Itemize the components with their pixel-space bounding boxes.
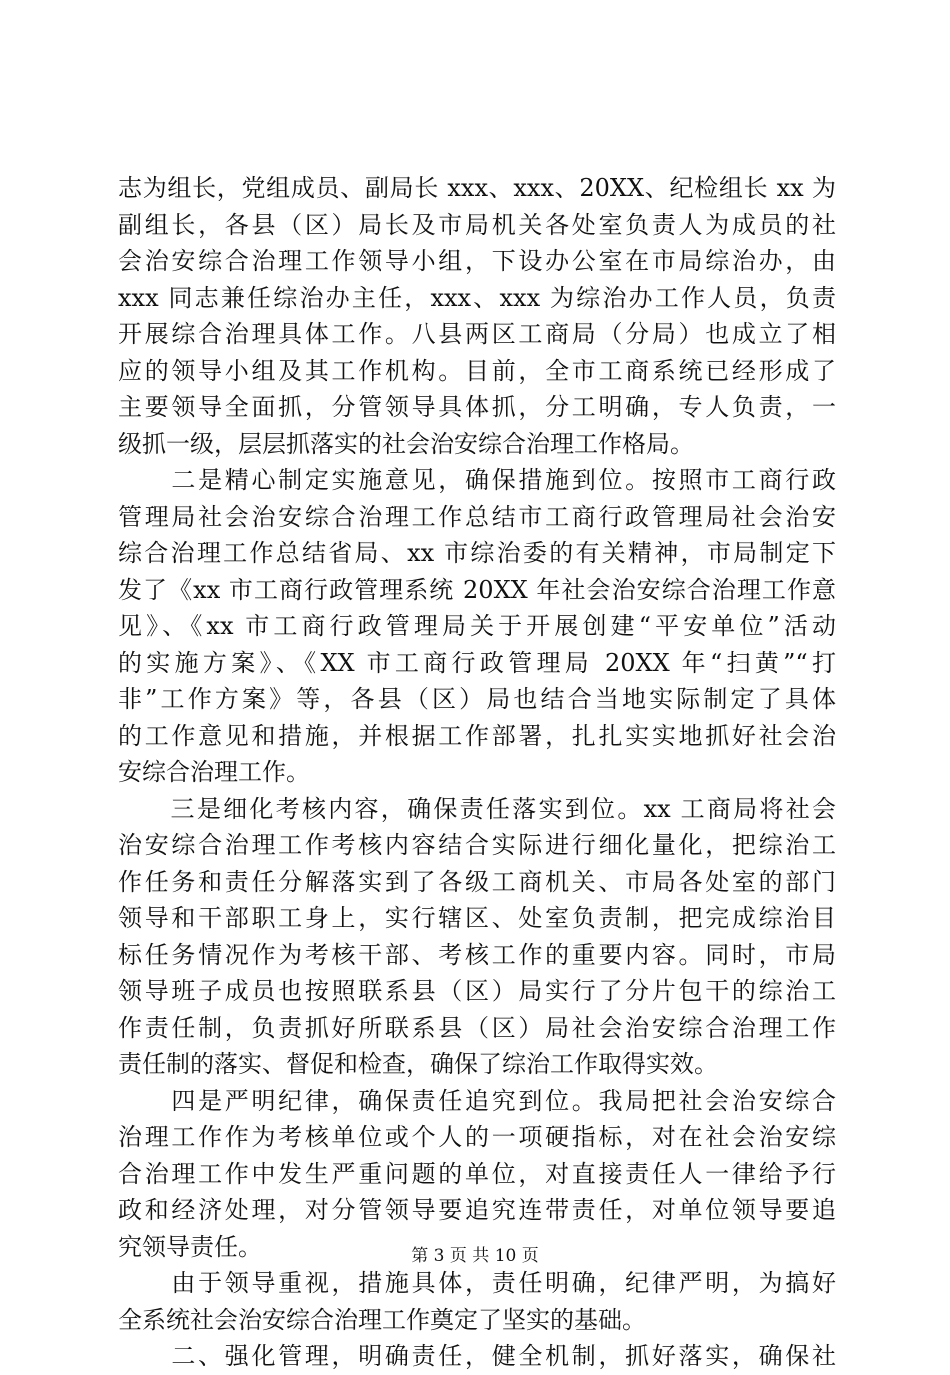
page-footer: 第 3 页 共 10 页 — [411, 1246, 539, 1266]
body-line: 作任务和责任分解落实到了各级工商机关、市局各处室的部门 — [118, 867, 836, 896]
body-line: 二是精心制定实施意见，确保措施到位。按照市工商行政 — [118, 466, 836, 494]
body-line: 见》、《xx 市工商行政管理局关于开展创建“平安单位”活动 — [118, 612, 836, 640]
body-line: 安综合治理工作。 — [118, 758, 310, 786]
body-line: 责任制的落实、督促和检查，确保了综治工作取得实效。 — [118, 1050, 718, 1078]
body-line: 志为组长，党组成员、副局长 xxx、xxx、20XX、纪检组长 xx 为 — [118, 174, 836, 202]
body-line: 合治理工作中发生严重问题的单位，对直接责任人一律给予行 — [118, 1159, 836, 1188]
body-line: 综合治理工作总结省局、xx 市综治委的有关精神，市局制定下 — [118, 539, 836, 567]
body-line: 发了《xx 市工商行政管理系统 20XX 年社会治安综合治理工作意 — [118, 575, 836, 604]
body-line: 的工作意见和措施，并根据工作部署，扎扎实实地抓好社会治 — [118, 721, 836, 750]
body-line: 四是严明纪律，确保责任追究到位。我局把社会治安综合 — [118, 1086, 836, 1115]
body-line: 三是细化考核内容，确保责任落实到位。xx 工商局将社会 — [118, 794, 836, 823]
body-line: xxx 同志兼任综治办主任，xxx、xxx 为综治办工作人员，负责 — [118, 283, 836, 312]
body-line: 非”工作方案》等，各县（区）局也结合当地实际制定了具体 — [118, 685, 836, 713]
body-line: 由于领导重视，措施具体，责任明确，纪律严明，为搞好 — [118, 1269, 836, 1297]
document-body — [118, 170, 836, 1375]
body-line: 会治安综合治理工作领导小组，下设办公室在市局综治办，由 — [118, 247, 836, 275]
body-line: 管理局社会治安综合治理工作总结市工商行政管理局社会治安 — [118, 502, 836, 531]
body-line: 应的领导小组及其工作机构。目前，全市工商系统已经形成了 — [118, 356, 836, 385]
body-line: 治安综合治理工作考核内容结合实际进行细化量化，把综治工 — [118, 831, 836, 859]
body-line: 作责任制，负责抓好所联系县（区）局社会治安综合治理工作 — [118, 1013, 836, 1042]
body-line: 开展综合治理具体工作。八县两区工商局（分局）也成立了相 — [118, 320, 836, 348]
body-line: 级抓一级，层层抓落实的社会治安综合治理工作格局。 — [118, 429, 694, 458]
body-line: 的实施方案》、《XX 市工商行政管理局 20XX 年“扫黄”“打 — [118, 648, 836, 677]
body-line: 主要领导全面抓，分管领导具体抓，分工明确，专人负责，一 — [118, 393, 836, 421]
body-line: 政和经济处理，对分管领导要追究连带责任，对单位领导要追 — [118, 1196, 836, 1224]
body-line: 二、强化管理，明确责任，健全机制，抓好落实，确保社 — [118, 1342, 836, 1370]
body-line: 副组长，各县（区）局长及市局机关各处室负责人为成员的社 — [118, 210, 836, 239]
body-line: 领导和干部职工身上，实行辖区、处室负责制，把完成综治目 — [118, 904, 836, 932]
body-line: 究领导责任。 — [118, 1232, 262, 1261]
body-line: 治理工作作为考核单位或个人的一项硬指标，对在社会治安综 — [118, 1123, 836, 1151]
body-line: 领导班子成员也按照联系县（区）局实行了分片包干的综治工 — [118, 977, 836, 1005]
body-line: 标任务情况作为考核干部、考核工作的重要内容。同时，市局 — [118, 940, 836, 969]
body-line: 全系统社会治安综合治理工作奠定了坚实的基础。 — [118, 1305, 646, 1334]
